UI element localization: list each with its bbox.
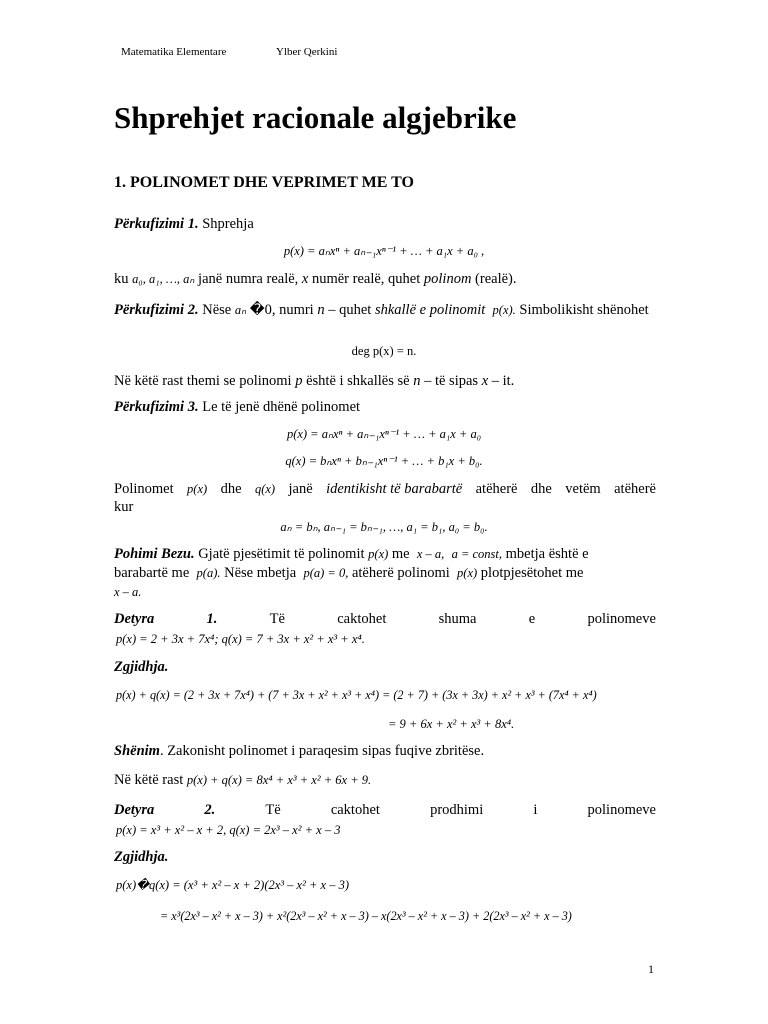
theorem-label: Pohimi Bezu.	[114, 546, 195, 562]
term-shkalle: shkallë e polinomit	[374, 302, 486, 318]
variable: n	[413, 373, 421, 389]
text-run: me	[388, 546, 414, 562]
text-run: ku	[114, 271, 133, 287]
text-run: e	[528, 611, 536, 627]
inline-formula: p(x)	[368, 547, 389, 561]
formula-degree: deg p(x) = n.	[351, 344, 417, 358]
inline-formula: p(a) = 0,	[303, 566, 349, 580]
definition-3	[114, 398, 656, 417]
header-course: Matematika Elementare	[121, 46, 227, 58]
task-number: 2.	[204, 802, 216, 818]
definition-text: Shprehja	[198, 216, 254, 232]
solution-label: Zgjidhja.	[114, 849, 169, 865]
solution-label: Zgjidhja.	[114, 659, 169, 675]
formula-sum-result: = 9 + 6x + x² + x³ + 8x⁴.	[388, 717, 515, 731]
text-run: atëherë	[614, 481, 656, 497]
text-run: janë	[288, 481, 313, 497]
note	[114, 742, 656, 761]
inline-formula: x – a,	[416, 547, 445, 561]
formula-q: q(x) = bₙxⁿ + bₙ₋₁xⁿ⁻¹ + … + b₁x + b₀.	[285, 454, 483, 468]
inline-formula: q(x)	[254, 482, 276, 496]
inline-formula: p(a).	[196, 566, 221, 580]
inline-formula: a = const,	[451, 547, 503, 561]
text-run: i	[533, 802, 538, 818]
identity-line-1	[114, 480, 656, 499]
variable: x	[301, 271, 309, 287]
text-run: prodhimi	[430, 802, 484, 818]
sum-ordered	[114, 771, 656, 790]
formula-task-2: p(x) = x³ + x² – x + 2, q(x) = 2x³ – x² + x – 3	[116, 823, 341, 837]
text-run: Të	[265, 802, 281, 818]
text-run: caktohet	[337, 611, 387, 627]
text-run: (realë).	[471, 271, 517, 287]
degree-explanation	[114, 372, 656, 391]
inline-formula: aₙ	[234, 303, 247, 317]
formula-p: p(x) = aₙxⁿ + aₙ₋₁xⁿ⁻¹ + … + a₁x + a₀	[286, 427, 482, 441]
text-run: �0, numri	[246, 302, 318, 318]
text-run: është i shkallës së	[302, 373, 414, 389]
definition-2	[114, 300, 656, 321]
text-run: Polinomet	[114, 481, 174, 497]
task-label: Detyra	[114, 802, 155, 818]
inline-formula: p(x).	[492, 303, 516, 317]
formula-identity: aₙ = bₙ, aₙ₋₁ = bₙ₋₁, …, a₁ = b₁, a₀ = b₀.	[280, 520, 488, 534]
text-run: Gjatë pjesëtimit të polinomit	[194, 546, 369, 562]
text-run: caktohet	[330, 802, 380, 818]
text-run: Të	[269, 611, 285, 627]
formula-polynomial: p(x) = aₙxⁿ + aₙ₋₁xⁿ⁻¹ + … + a₁x + a₀ ,	[283, 244, 485, 258]
text-run: polinomeve	[587, 802, 656, 818]
text-run: – quhet	[324, 302, 375, 318]
identity-line-2: kur	[114, 499, 134, 515]
text-run: plotpjesëtohet me	[477, 565, 584, 581]
formula-product-expansion: = x³(2x³ – x² + x – 3) + x²(2x³ – x² + x – 3) – x(2x³ – x² + x – 3) + 2(2x³ – x² + x – 3)	[160, 909, 572, 923]
text-run: polinomeve	[587, 611, 656, 627]
definition-label: Përkufizimi 1.	[114, 216, 199, 232]
solution-1-label	[114, 658, 656, 677]
text-run: atëherë	[475, 481, 518, 497]
text-run: dhe	[530, 481, 552, 497]
text-run: vetëm	[565, 481, 601, 497]
task-label: Detyra	[114, 611, 155, 627]
formula-product: p(x)�q(x) = (x³ + x² – x + 2)(2x³ – x² + x – 3)	[116, 878, 349, 892]
text-run: – it.	[488, 373, 515, 389]
text-run: numër realë, quhet	[308, 271, 424, 287]
variable: x	[481, 373, 489, 389]
text-run: Nëse mbetja	[220, 565, 300, 581]
inline-formula: a₀, a₁, …, aₙ	[132, 272, 195, 286]
definition-1	[114, 215, 656, 234]
text-run: shuma	[438, 611, 477, 627]
inline-formula: x – a.	[114, 585, 142, 599]
text-run: . Zakonisht polinomet i paraqesim sipas fuqive zbritëse.	[159, 743, 485, 759]
text-run: barabartë me	[114, 565, 193, 581]
solution-2-label	[114, 848, 656, 867]
definition-1-body	[114, 270, 656, 289]
text-run: Në këtë rast	[114, 772, 187, 788]
text-run: dhe	[220, 481, 242, 497]
term-identikisht: identikisht të barabartë	[326, 481, 463, 497]
text-run: – të sipas	[420, 373, 482, 389]
term-polinom: polinom	[423, 271, 472, 287]
formula-task-1: p(x) = 2 + 3x + 7x⁴; q(x) = 7 + 3x + x² + x³ + x⁴.	[116, 632, 365, 646]
inline-formula: p(x)	[187, 482, 208, 496]
formula-sum-expansion: p(x) + q(x) = (2 + 3x + 7x⁴) + (7 + 3x + x² + x³ + x⁴) = (2 + 7) + (3x + 3x) + x² + x³ + (7x⁴ + x⁴)	[116, 688, 597, 702]
note-label: Shënim	[114, 743, 160, 759]
inline-formula: p(x) + q(x) = 8x⁴ + x³ + x² + 6x + 9.	[186, 773, 372, 787]
text-run: atëherë polinomi	[348, 565, 454, 581]
definition-label: Përkufizimi 3.	[114, 399, 199, 415]
task-2-heading	[114, 801, 656, 820]
header-author: Ylber Qerkini	[276, 46, 338, 58]
text-run: mbetja është e	[502, 546, 589, 562]
bezout-theorem	[114, 545, 656, 602]
inline-formula: p(x)	[457, 566, 478, 580]
document-title: Shprehjet racionale algjebrike	[114, 100, 517, 135]
text-run: Le të jenë dhënë polinomet	[198, 399, 361, 415]
section-heading: 1. POLINOMET DHE VEPRIMET ME TO	[114, 174, 414, 191]
page-number: 1	[648, 962, 654, 976]
text-run: Në këtë rast themi se polinomi	[114, 373, 296, 389]
task-number: 1.	[206, 611, 218, 627]
text-run: janë numra realë,	[194, 271, 302, 287]
variable: n	[317, 302, 325, 318]
text-run: Nëse	[198, 302, 235, 318]
definition-label: Përkufizimi 2.	[114, 302, 199, 318]
variable: p	[295, 373, 303, 389]
task-1-heading	[114, 610, 656, 629]
text-run: Simbolikisht shënohet	[515, 302, 649, 318]
